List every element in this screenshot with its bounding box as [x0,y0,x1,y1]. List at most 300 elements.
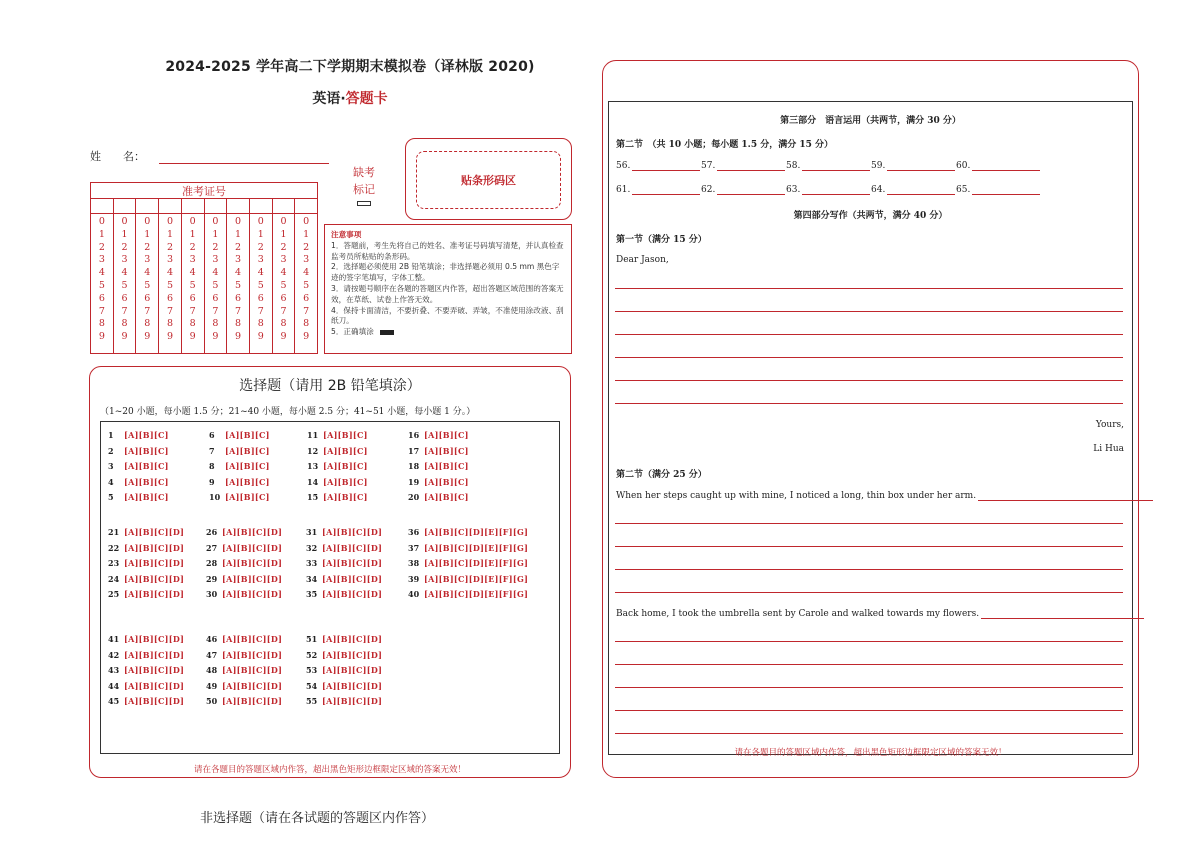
exam-id-digit-bubble[interactable]: 7 [303,305,310,317]
exam-id-digit-bubble[interactable]: 3 [235,254,242,266]
exam-id-digit-bubble[interactable]: 9 [257,331,264,343]
exam-id-digit-bubble[interactable]: 7 [235,305,242,317]
question-number: 14 [307,476,319,487]
answer-options[interactable]: [A][B][C] [225,476,270,487]
writing-line[interactable] [615,592,1123,593]
exam-id-digit-bubble[interactable]: 8 [144,318,151,330]
question-number: 15 [307,492,319,502]
question-number: 47 [206,649,218,660]
blank-number: 61. [616,185,631,195]
exam-id-digit-bubble[interactable]: 2 [98,241,105,253]
exam-id-digit-bubble[interactable]: 4 [280,267,287,279]
blank-answer-line[interactable] [802,186,870,195]
answer-options[interactable]: [A][B][C] [323,492,368,502]
question-number: 39 [408,573,420,584]
blank-answer-line[interactable] [802,162,870,171]
exam-id-digit-bubble[interactable]: 7 [212,305,219,317]
exam-id-digit-bubble[interactable]: 9 [189,331,196,343]
exam-id-write-cell[interactable] [182,199,205,213]
answer-options[interactable]: [A][B][C][D] [222,680,283,691]
blank-item [786,161,871,171]
right-panel-inner [608,101,1133,755]
answer-options[interactable]: [A][B][C] [124,461,169,471]
question-row [306,681,382,691]
question-number: 17 [408,445,420,456]
question-row [108,696,184,706]
absent-mark-box [346,164,382,206]
answer-options[interactable]: [A][B][C] [424,476,469,487]
exam-id-digit-bubble[interactable]: 8 [121,318,128,330]
exam-id-digit-bubble[interactable]: 7 [189,305,196,317]
blank-number: 56. [616,161,631,171]
exam-id-digit-bubble[interactable]: 0 [144,216,151,227]
answer-options[interactable]: [A][B][C][D] [322,696,383,706]
name-label: 姓 名： [90,150,145,163]
notice-item-4: 4．保持卡面清洁，不要折叠、不要弄破、弄皱，不准使用涂改液、刮纸刀。 [331,305,564,326]
exam-id-digit-bubble[interactable]: 3 [189,254,196,266]
answer-card-subtitle [90,88,610,108]
answer-options[interactable]: [A][B][C][D][E][F][G] [424,527,529,537]
answer-options[interactable]: [A][B][C][D] [124,649,185,660]
answer-options[interactable]: [A][B][C][D][E][F][G] [424,589,529,599]
question-row [108,589,184,599]
exam-id-digit-bubble[interactable]: 6 [280,292,287,304]
writing-line[interactable] [615,710,1123,711]
exam-id-digit-bubble[interactable]: 9 [280,331,287,343]
exam-id-digit-bubble[interactable]: 3 [280,254,287,266]
answer-options[interactable]: [A][B][C][D][E][F][G] [424,558,529,568]
question-row [209,430,270,440]
question-row [408,492,469,502]
exam-id-digit-bubble[interactable]: 4 [98,267,105,279]
blank-answer-line[interactable] [887,162,955,171]
blank-number: 60. [956,161,971,171]
exam-id-digit-bubble[interactable]: 7 [144,305,151,317]
exam-id-digit-bubble[interactable]: 3 [212,254,219,266]
exam-id-digit-bubble[interactable]: 3 [98,254,105,266]
paragraph1-first-line[interactable] [978,492,1153,501]
exam-id-digit-bubble[interactable]: 5 [303,279,310,291]
blank-answer-line[interactable] [717,186,785,195]
exam-id-digit-bubble[interactable]: 0 [280,216,287,227]
exam-id-digit-bubble[interactable]: 2 [121,241,128,253]
exam-id-digit-bubble[interactable]: 6 [235,292,242,304]
question-row [306,589,382,599]
part4-title: 第四部分写作（共两节，满分 40 分） [793,211,948,221]
exam-id-digit-bubble[interactable]: 5 [257,279,264,291]
exam-id-write-cell[interactable] [114,199,137,213]
answer-options[interactable]: [A][B][C][D] [124,527,185,537]
question-row [108,543,184,553]
answer-options[interactable]: [A][B][C][D] [222,634,283,644]
answer-options[interactable]: [A][B][C][D] [322,573,383,584]
question-number: 19 [408,476,420,487]
question-number: 7 [209,445,215,456]
exam-id-digit-bubble[interactable]: 6 [212,292,219,304]
letter-signature: Li Hua [1093,444,1124,454]
exam-id-digit-bubble[interactable]: 3 [303,254,310,266]
letter-greeting: Dear Jason, [616,255,669,265]
answer-options[interactable]: [A][B][C][D][E][F][G] [424,573,529,584]
blank-answer-line[interactable] [717,162,785,171]
exam-id-digit-bubble[interactable]: 9 [303,331,310,343]
name-field[interactable] [159,154,329,164]
writing-line[interactable] [615,311,1123,312]
question-row [306,527,382,537]
exam-id-digit-bubble[interactable]: 6 [98,292,105,304]
answer-options[interactable]: [A][B][C][D] [124,696,185,706]
exam-id-write-cell[interactable] [273,199,296,213]
question-row [108,665,184,675]
exam-id-write-cell[interactable] [91,199,114,213]
exam-id-digit-bubble[interactable]: 7 [121,305,128,317]
exam-id-column [227,214,250,353]
exam-id-digit-bubble[interactable]: 5 [121,279,128,291]
exam-id-digit-bubble[interactable]: 9 [166,331,173,343]
paragraph2-first-line[interactable] [981,610,1144,619]
answer-options[interactable]: [A][B][C] [424,430,469,440]
exam-id-column [182,214,205,353]
exam-id-digit-bubble[interactable]: 5 [144,279,151,291]
exam-id-digit-bubble[interactable]: 4 [189,267,196,279]
exam-id-digit-bubble[interactable]: 5 [235,279,242,291]
exam-id-write-cell[interactable] [250,199,273,213]
answer-options[interactable]: [A][B][C][D] [222,665,283,675]
answer-card-label: 答题卡 [345,91,388,107]
exam-id-write-cell[interactable] [136,199,159,213]
exam-id-digit-bubble[interactable]: 2 [257,241,264,253]
question-number: 9 [209,476,215,487]
exam-id-digit-bubble[interactable]: 0 [303,216,310,227]
exam-id-digit-bubble[interactable]: 2 [303,241,310,253]
question-row [408,527,528,537]
exam-id-digit-bubble[interactable]: 2 [189,241,196,253]
answer-options[interactable]: [A][B][C] [225,430,270,440]
answer-options[interactable]: [A][B][C][D] [222,558,283,568]
answer-options[interactable]: [A][B][C] [225,445,270,456]
exam-id-digit-bubble[interactable]: 1 [98,228,105,240]
answer-options[interactable]: [A][B][C][D] [322,589,383,599]
exam-id-digit-bubble[interactable]: 9 [98,331,105,343]
writing-line[interactable] [615,687,1123,688]
exam-id-digit-bubble[interactable]: 7 [257,305,264,317]
blanks-row-1 [616,161,1046,171]
answer-options[interactable]: [A][B][C][D] [222,542,283,553]
question-row [206,681,282,691]
answer-options[interactable]: [A][B][C] [124,430,169,440]
question-number: 22 [108,542,120,553]
question-row [108,558,184,568]
exam-id-digit-bubble[interactable]: 8 [257,318,264,330]
exam-id-digit-bubble[interactable]: 6 [303,292,310,304]
exam-id-digit-bubble[interactable]: 5 [166,279,173,291]
exam-id-digit-bubble[interactable]: 3 [257,254,264,266]
exam-id-digit-bubble[interactable]: 9 [144,331,151,343]
answer-options[interactable]: [A][B][C][D] [322,527,383,537]
writing-line[interactable] [615,380,1123,381]
writing-line[interactable] [615,569,1123,570]
exam-id-digit-bubble[interactable]: 4 [121,267,128,279]
exam-id-digit-bubble[interactable]: 6 [166,292,173,304]
answer-options[interactable]: [A][B][C][D] [124,634,185,644]
exam-id-digit-bubble[interactable]: 1 [189,228,196,240]
exam-id-digit-bubble[interactable]: 8 [280,318,287,330]
question-row [306,543,382,553]
blank-number: 59. [871,161,886,171]
question-number: 31 [306,527,318,537]
exam-id-digit-bubble[interactable]: 7 [280,305,287,317]
question-number: 53 [306,665,318,675]
exam-id-heading: 准考证号 [91,183,317,199]
blank-number: 62. [701,185,716,195]
exam-id-digit-bubble[interactable]: 1 [280,228,287,240]
exam-id-write-cell[interactable] [295,199,317,213]
answer-options[interactable]: [A][B][C][D] [322,542,383,553]
question-row [307,461,368,471]
exam-id-digit-bubble[interactable]: 8 [98,318,105,330]
exam-id-digit-bubble[interactable]: 0 [189,216,196,227]
exam-id-digit-bubble[interactable]: 5 [189,279,196,291]
answer-options[interactable]: [A][B][C][D] [124,542,185,553]
blank-answer-line[interactable] [887,186,955,195]
answer-options[interactable]: [A][B][C][D] [322,680,383,691]
answer-options[interactable]: [A][B][C] [225,492,270,502]
question-row [209,446,270,456]
exam-id-digit-bubble[interactable]: 6 [257,292,264,304]
question-number: 52 [306,649,318,660]
question-row [108,492,169,502]
writing-section1-title: 第一节（满分 15 分） [616,235,707,245]
exam-id-digit-bubble[interactable]: 4 [257,267,264,279]
question-number: 30 [206,589,218,599]
exam-id-digit-bubble[interactable]: 0 [257,216,264,227]
exam-id-digit-bubble[interactable]: 4 [212,267,219,279]
question-number: 1 [108,430,114,440]
writing-line[interactable] [615,664,1123,665]
question-row [108,430,169,440]
answer-options[interactable]: [A][B][C][D] [124,680,185,691]
question-row [408,477,469,487]
exam-id-digit-bubble[interactable]: 2 [212,241,219,253]
paragraph2-text: Back home, I took the umbrella sent by Carole and walked towards my flowers. [616,609,980,619]
writing-line[interactable] [615,546,1123,547]
question-row [307,430,368,440]
subject-label: 英语· [312,91,346,107]
answer-options[interactable]: [A][B][C][D] [222,573,283,584]
exam-id-digit-bubble[interactable]: 5 [98,279,105,291]
exam-id-digit-bubble[interactable]: 9 [212,331,219,343]
question-row [209,477,270,487]
exam-id-digit-bubble[interactable]: 4 [144,267,151,279]
question-number: 8 [209,461,215,471]
paragraph1-text: When her steps caught up with mine, I noticed a long, thin box under her arm. [616,491,977,501]
writing-line[interactable] [615,403,1123,404]
nonchoice-title: 非选择题（请在各试题的答题区内作答） [200,811,435,826]
exam-id-bubble-columns [91,214,317,353]
exam-id-digit-bubble[interactable]: 8 [303,318,310,330]
question-row [307,492,368,502]
question-row [108,527,184,537]
exam-id-digit-bubble[interactable]: 1 [121,228,128,240]
question-number: 25 [108,589,120,599]
exam-id-digit-bubble[interactable]: 7 [166,305,173,317]
blank-item [956,185,1046,195]
exam-id-write-cell[interactable] [159,199,182,213]
answer-options[interactable]: [A][B][C][D] [322,649,383,660]
exam-id-digit-bubble[interactable]: 2 [166,241,173,253]
exam-id-column [136,214,159,353]
answer-options[interactable]: [A][B][C] [424,445,469,456]
question-number: 50 [206,696,218,706]
answer-options[interactable]: [A][B][C] [124,476,169,487]
fill-sample-label: 5．正确填涂 [331,327,374,337]
writing-line[interactable] [615,357,1123,358]
exam-id-write-cell[interactable] [205,199,228,213]
question-row [206,696,282,706]
fill-sample-mark [380,330,394,335]
exam-id-digit-bubble[interactable]: 1 [166,228,173,240]
writing-line[interactable] [615,334,1123,335]
answer-options[interactable]: [A][B][C][D][E][F][G] [424,542,529,553]
blank-number: 63. [786,185,801,195]
writing-line[interactable] [615,288,1123,289]
blank-number: 65. [956,185,971,195]
exam-id-digit-bubble[interactable]: 8 [166,318,173,330]
exam-id-digit-bubble[interactable]: 8 [212,318,219,330]
question-number: 11 [307,430,319,440]
exam-id-digit-bubble[interactable]: 8 [189,318,196,330]
question-number: 33 [306,558,318,568]
question-row [306,574,382,584]
answer-options[interactable]: [A][B][C][D] [222,649,283,660]
exam-id-digit-bubble[interactable]: 4 [235,267,242,279]
answer-options[interactable]: [A][B][C] [124,445,169,456]
blank-item [701,185,786,195]
exam-id-write-cell[interactable] [227,199,250,213]
answer-options[interactable]: [A][B][C] [323,430,368,440]
blank-item [701,161,786,171]
answer-options[interactable]: [A][B][C][D] [322,665,383,675]
answer-options[interactable]: [A][B][C][D] [222,527,283,537]
absent-bubble[interactable] [357,201,371,206]
answer-options[interactable]: [A][B][C] [323,445,368,456]
question-number: 55 [306,696,318,706]
answer-options[interactable]: [A][B][C][D] [124,665,185,675]
exam-id-digit-bubble[interactable]: 1 [257,228,264,240]
blank-answer-line[interactable] [972,186,1040,195]
exam-id-digit-bubble[interactable]: 3 [144,254,151,266]
answer-options[interactable]: [A][B][C][D] [124,558,185,568]
absent-label-1: 缺考 [353,166,375,179]
exam-id-digit-bubble[interactable]: 9 [235,331,242,343]
answer-options[interactable]: [A][B][C][D] [322,558,383,568]
exam-id-digit-bubble[interactable]: 0 [121,216,128,227]
question-number: 43 [108,665,120,675]
exam-id-digit-bubble[interactable]: 9 [121,331,128,343]
exam-id-digit-bubble[interactable]: 8 [235,318,242,330]
exam-id-digit-bubble[interactable]: 2 [280,241,287,253]
question-number: 48 [206,665,218,675]
question-row [408,461,469,471]
answer-options[interactable]: [A][B][C] [225,461,270,471]
exam-id-digit-bubble[interactable]: 1 [212,228,219,240]
exam-id-digit-bubble[interactable]: 0 [166,216,173,227]
blank-item [956,161,1046,171]
barcode-area [405,138,572,220]
question-row [306,696,382,706]
exam-id-digit-bubble[interactable]: 2 [144,241,151,253]
exam-id-digit-bubble[interactable]: 6 [144,292,151,304]
blank-item [616,185,701,195]
exam-id-digit-bubble[interactable]: 1 [235,228,242,240]
blank-answer-line[interactable] [632,162,700,171]
writing-line[interactable] [615,641,1123,642]
exam-id-digit-bubble[interactable]: 0 [235,216,242,227]
exam-id-digit-bubble[interactable]: 4 [166,267,173,279]
writing-section2-title: 第二节（满分 25 分） [616,470,707,480]
answer-options[interactable]: [A][B][C][D] [124,589,185,599]
blank-item [616,161,701,171]
answer-options[interactable]: [A][B][C][D] [124,573,185,584]
answer-options[interactable]: [A][B][C] [124,492,169,502]
question-number: 42 [108,649,120,660]
question-number: 35 [306,589,318,599]
question-number: 24 [108,573,120,584]
exam-id-digit-bubble[interactable]: 3 [121,254,128,266]
exam-id-digit-bubble[interactable]: 3 [166,254,173,266]
exam-id-digit-bubble[interactable]: 6 [121,292,128,304]
exam-id-digit-bubble[interactable]: 4 [303,267,310,279]
question-row [108,446,169,456]
exam-id-write-row[interactable] [91,199,317,214]
answer-options[interactable]: [A][B][C] [424,461,469,471]
exam-id-digit-bubble[interactable]: 2 [235,241,242,253]
question-row [307,477,368,487]
question-number: 38 [408,558,420,568]
question-row [206,558,282,568]
answer-options[interactable]: [A][B][C][D] [222,696,283,706]
blank-answer-line[interactable] [972,162,1040,171]
question-row [306,558,382,568]
answer-options[interactable]: [A][B][C][D] [322,634,383,644]
answer-options[interactable]: [A][B][C] [424,492,469,502]
answer-options[interactable]: [A][B][C] [323,461,368,471]
exam-id-digit-bubble[interactable]: 1 [144,228,151,240]
writing-line[interactable] [615,733,1123,734]
exam-id-digit-bubble[interactable]: 0 [98,216,105,227]
answer-options[interactable]: [A][B][C] [323,476,368,487]
question-row [408,446,469,456]
part3-title: 第三部分 语言运用（共两节，满分 30 分） [780,116,961,126]
question-number: 27 [206,542,218,553]
choice-title: 选择题（请用 2B 铅笔填涂） [239,378,421,394]
exam-id-column [273,214,296,353]
answer-options[interactable]: [A][B][C][D] [222,589,283,599]
blank-answer-line[interactable] [632,186,700,195]
writing-line[interactable] [615,523,1123,524]
exam-id-digit-bubble[interactable]: 5 [212,279,219,291]
question-row [209,492,270,502]
exam-id-digit-bubble[interactable]: 5 [280,279,287,291]
exam-id-digit-bubble[interactable]: 1 [303,228,310,240]
question-row [307,446,368,456]
question-row [206,650,282,660]
question-number: 13 [307,461,319,471]
paragraph2-start [616,609,1144,619]
exam-id-digit-bubble[interactable]: 0 [212,216,219,227]
exam-id-digit-bubble[interactable]: 7 [98,305,105,317]
exam-id-digit-bubble[interactable]: 6 [189,292,196,304]
